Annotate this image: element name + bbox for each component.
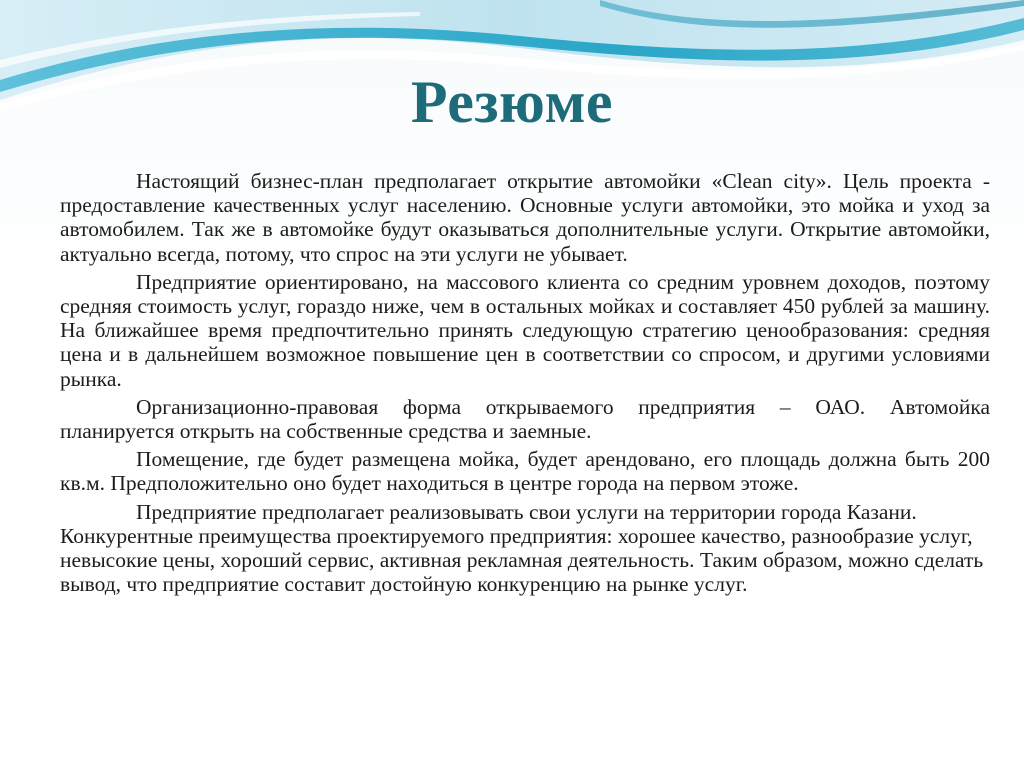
slide-body: [60, 169, 990, 600]
paragraph-competition: Предприятие предполагает реализовывать свои услуги на территории города Казани. Конкурентные преимущества проектируемого предприятия: хорошее качество, разнообразие услуг, невысокие цены, хороший сервис, активная рекламная деятельность. Таким образом, можно сделать вывод, что предприятие составит достойную конкуренцию на рынке услуг.: [60, 499, 984, 597]
paragraph-premises: Помещение, где будет размещена мойка, будет арендовано, его площадь должна быть 200 кв.м. Предположительно оно будет находиться в центре города на первом этоже.: [60, 447, 990, 496]
paragraph-legal-form: Организационно-правовая форма открываемого предприятия – ОАО. Автомойка планируется открыть на собственные средства и заемные.: [60, 394, 990, 444]
paragraph-pricing: Предприятие ориентировано, на массового клиента со средним уровнем доходов, поэтому средняя стоимость услуг, гораздо ниже, чем в остальных мойках и составляет 450 рублей за машину. На ближайшее время предпочтительно принять следующую стратегию ценообразования: средняя цена и в дальнейшем возможное повышение цен в соответствии со спросом, и другими условиями рынка.: [60, 269, 990, 391]
slide-title: Резюме: [410, 69, 614, 135]
paragraph-intro: Настоящий бизнес-план предполагает открытие автомойки «Clean city». Цель проекта - предоставление качественных услуг населению. Основные услуги автомойки, это мойка и уход за автомобилем. Так же в автомойке будут оказываться дополнительные услуги. Открытие автомойки, актуально всегда, потому, что спрос на эти услуги не убывает.: [60, 169, 990, 266]
